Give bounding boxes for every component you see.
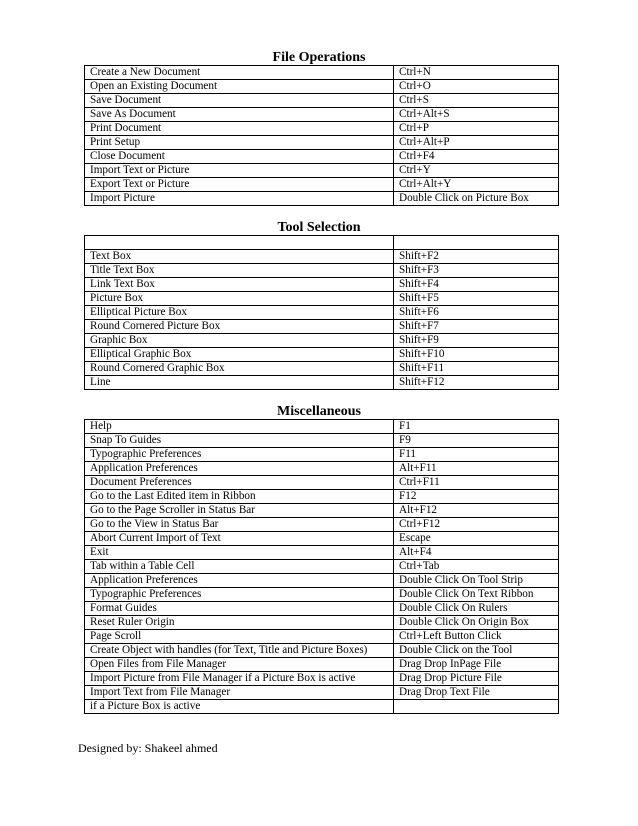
shortcut-cell: Escape [394,532,559,546]
command-cell: Application Preferences [85,462,394,476]
command-cell: if a Picture Box is active [85,700,394,714]
shortcut-cell: Ctrl+Tab [394,560,559,574]
command-cell: Print Setup [85,136,394,150]
shortcut-cell: Ctrl+Y [394,164,559,178]
command-cell: Import Text from File Manager [85,686,394,700]
shortcut-cell: Drag Drop InPage File [394,658,559,672]
shortcut-cell: Ctrl+O [394,80,559,94]
shortcut-cell: Double Click on Picture Box [394,192,559,206]
table-row [85,448,559,462]
table-row [85,476,559,490]
table-row [85,546,559,560]
table-row [85,490,559,504]
shortcut-cell: Shift+F10 [394,348,559,362]
shortcut-cell: Ctrl+S [394,94,559,108]
table-row [85,462,559,476]
shortcut-cell: Double Click On Tool Strip [394,574,559,588]
shortcut-cell: F1 [394,420,559,434]
shortcut-cell: Ctrl+Alt+P [394,136,559,150]
table-row [85,108,559,122]
file-operations-table [84,65,559,206]
command-cell: Print Document [85,122,394,136]
command-cell: Create a New Document [85,66,394,80]
table-row [85,164,559,178]
shortcut-cell: Ctrl+P [394,122,559,136]
table-row [85,192,559,206]
shortcut-cell: Shift+F2 [394,250,559,264]
shortcut-cell: Ctrl+F11 [394,476,559,490]
table-row [85,334,559,348]
command-cell: Help [85,420,394,434]
command-cell: Link Text Box [85,278,394,292]
shortcut-cell: Shift+F5 [394,292,559,306]
table-row [85,630,559,644]
table-row [85,348,559,362]
command-cell: Import Text or Picture [85,164,394,178]
command-cell: Title Text Box [85,264,394,278]
command-cell: Close Document [85,150,394,164]
shortcut-cell: Alt+F12 [394,504,559,518]
table-row [85,94,559,108]
shortcut-cell: Drag Drop Picture File [394,672,559,686]
command-cell: Abort Current Import of Text [85,532,394,546]
command-cell: Application Preferences [85,574,394,588]
command-cell: Reset Ruler Origin [85,616,394,630]
shortcut-cell: F9 [394,434,559,448]
shortcut-cell: Shift+F11 [394,362,559,376]
command-cell: Go to the Last Edited item in Ribbon [85,490,394,504]
shortcut-cell: Double Click On Origin Box [394,616,559,630]
shortcut-cell: Alt+F4 [394,546,559,560]
table-row [85,434,559,448]
table-row [85,658,559,672]
section-title-miscellaneous: Miscellaneous [277,404,361,419]
command-cell: Save Document [85,94,394,108]
shortcut-cell: Shift+F6 [394,306,559,320]
shortcut-cell: Double Click On Rulers [394,602,559,616]
command-cell: Typographic Preferences [85,588,394,602]
table-row [85,250,559,264]
table-row [85,560,559,574]
command-cell: Import Picture from File Manager if a Picture Box is active [85,672,394,686]
section-title-tool-selection: Tool Selection [277,220,361,235]
table-row [85,532,559,546]
shortcut-cell: Double Click on the Tool [394,644,559,658]
shortcut-cell: Drag Drop Text File [394,686,559,700]
shortcut-cell: Shift+F3 [394,264,559,278]
command-cell: Elliptical Graphic Box [85,348,394,362]
shortcut-cell [394,700,559,714]
shortcut-cell: Shift+F7 [394,320,559,334]
footer-credit: Designed by: Shakeel ahmed [78,741,218,755]
table-row [85,518,559,532]
shortcut-cell: Shift+F9 [394,334,559,348]
table-row [85,278,559,292]
table-row [85,150,559,164]
command-cell [85,236,394,250]
shortcut-cell: F12 [394,490,559,504]
table-row [85,320,559,334]
command-cell: Round Cornered Graphic Box [85,362,394,376]
table-row [85,362,559,376]
table-row [85,136,559,150]
command-cell: Text Box [85,250,394,264]
tool-selection-table [84,235,559,390]
table-row [85,178,559,192]
command-cell: Create Object with handles (for Text, Title and Picture Boxes) [85,644,394,658]
table-row [85,602,559,616]
shortcut-cell: Shift+F12 [394,376,559,390]
shortcut-cell: Alt+F11 [394,462,559,476]
table-row [85,574,559,588]
command-cell: Import Picture [85,192,394,206]
table-row [85,236,559,250]
shortcut-cell: Ctrl+F12 [394,518,559,532]
command-cell: Export Text or Picture [85,178,394,192]
command-cell: Snap To Guides [85,434,394,448]
command-cell: Elliptical Picture Box [85,306,394,320]
command-cell: Graphic Box [85,334,394,348]
table-row [85,264,559,278]
command-cell: Picture Box [85,292,394,306]
shortcut-cell: Ctrl+Alt+S [394,108,559,122]
miscellaneous-table [84,419,559,714]
shortcut-cell: Ctrl+Alt+Y [394,178,559,192]
table-row [85,504,559,518]
command-cell: Round Cornered Picture Box [85,320,394,334]
table-row [85,588,559,602]
section-title-file-operations: File Operations [272,50,366,65]
table-row [85,672,559,686]
table-row [85,292,559,306]
table-row [85,644,559,658]
command-cell: Document Preferences [85,476,394,490]
command-cell: Line [85,376,394,390]
shortcut-cell [394,236,559,250]
command-cell: Open Files from File Manager [85,658,394,672]
shortcut-cell: Ctrl+N [394,66,559,80]
shortcut-cell: Ctrl+F4 [394,150,559,164]
command-cell: Format Guides [85,602,394,616]
shortcut-cell: Ctrl+Left Button Click [394,630,559,644]
table-row [85,420,559,434]
table-row [85,686,559,700]
shortcut-cell: F11 [394,448,559,462]
shortcut-cell: Double Click On Text Ribbon [394,588,559,602]
command-cell: Typographic Preferences [85,448,394,462]
table-row [85,80,559,94]
command-cell: Page Scroll [85,630,394,644]
table-row [85,376,559,390]
table-row [85,700,559,714]
command-cell: Open an Existing Document [85,80,394,94]
table-row [85,122,559,136]
table-row [85,616,559,630]
command-cell: Tab within a Table Cell [85,560,394,574]
command-cell: Exit [85,546,394,560]
shortcut-cell: Shift+F4 [394,278,559,292]
command-cell: Go to the View in Status Bar [85,518,394,532]
command-cell: Save As Document [85,108,394,122]
table-row [85,306,559,320]
table-row [85,66,559,80]
command-cell: Go to the Page Scroller in Status Bar [85,504,394,518]
